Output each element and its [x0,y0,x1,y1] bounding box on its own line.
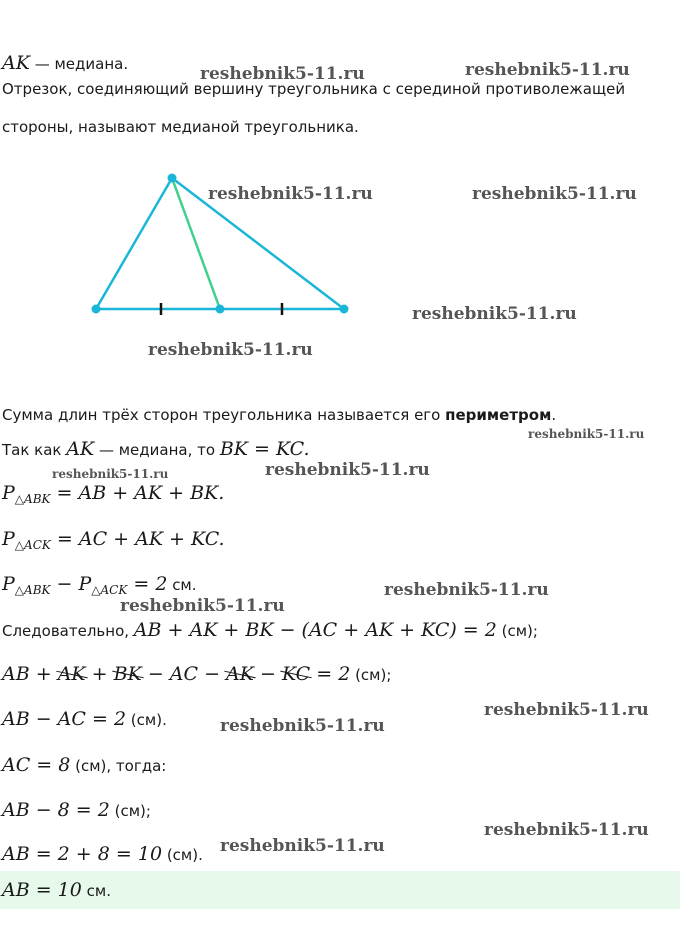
watermark: reshebnik5-11.ru [484,700,649,720]
since-mid-text: — медиана, то [94,441,220,459]
unit-label: (см), тогда: [70,757,167,775]
answer-line [2,879,111,901]
watermark: reshebnik5-11.ru [484,820,649,840]
watermark: reshebnik5-11.ru [265,460,430,480]
watermark: reshebnik5-11.ru [148,340,313,360]
perimeter-symbol: P [2,573,15,595]
plus-sign: + [85,663,114,685]
unit-label: (см); [109,802,151,820]
perimeter-period: . [551,406,557,424]
unit-label: (см); [496,622,538,640]
ab-sum-line [2,843,203,865]
since-text: Так как [2,441,67,459]
unit-label: см. [81,882,111,900]
watermark: reshebnik5-11.ru [472,184,637,204]
median-label: — медиана. [34,55,129,73]
equals-value: = 2 [127,573,168,595]
equation: AB − 8 = 2 [2,799,110,821]
perimeter-definition [2,406,556,424]
answer-equation: AB = 10 [2,879,82,901]
math-bk-kc: BK = KC. [219,438,310,460]
cancelled-term-ak: AK [57,663,86,685]
midpoint-k [216,305,225,314]
ab-minus-8-line [2,799,151,821]
perimeter-term: периметром [445,406,552,424]
watermark: reshebnik5-11.ru [200,64,365,84]
watermark: reshebnik5-11.ru [208,184,373,204]
definition-line-1: Отрезок, соединяющий вершину треугольника с серединой противолежащей [2,80,626,98]
therefore-text: Следовательно, [2,622,134,640]
math-ak: AK [66,438,95,460]
perimeter-subscript: △ABK [14,583,51,597]
equation: AB = 2 + 8 = 10 [2,843,163,865]
unit-label: (см). [162,846,203,864]
equation: AB − AC = 2 [2,708,127,730]
perimeter-symbol: P [78,573,92,595]
ab-minus-ac-line [2,708,167,730]
perimeter-difference [2,573,197,597]
watermark: reshebnik5-11.ru [52,467,169,481]
cancellation-line [2,663,391,685]
watermark: reshebnik5-11.ru [528,427,645,441]
perimeter-ack-formula [2,528,225,552]
watermark: reshebnik5-11.ru [120,596,285,616]
math-ak: AK [2,52,30,74]
watermark: reshebnik5-11.ru [220,716,385,736]
watermark: reshebnik5-11.ru [384,580,549,600]
perimeter-subscript: △ACK [14,538,51,552]
side-ab [96,178,172,309]
perimeter-symbol: P [2,482,15,504]
vertex-left [92,305,101,314]
unit-label: (см); [350,666,392,684]
minus-sign: − [253,663,282,685]
therefore-equation: AB + AK + BK − (AC + AK + KC) = 2 [133,619,497,641]
watermark: reshebnik5-11.ru [465,60,630,80]
since-line [2,438,310,460]
perimeter-subscript: △ABK [14,492,51,506]
unit-label: (см). [126,711,167,729]
perimeter-subscript: △ACK [91,583,128,597]
term-ab: AB + [2,663,58,685]
ac-value-line [2,754,166,776]
term-ac: − AC − [141,663,227,685]
perimeter-symbol: P [2,528,15,550]
median-statement [2,52,128,74]
cancelled-term-ak: AK [226,663,254,685]
perimeter-text: Сумма длин трёх сторон треугольника называется его [2,406,446,424]
vertex-top [168,174,177,183]
cancelled-term-bk: BK [113,663,142,685]
unit-label: см. [167,576,197,594]
watermark: reshebnik5-11.ru [412,304,577,324]
minus-sign: − [50,573,79,595]
formula-rhs: = AB + AK + BK. [50,482,225,504]
equals-value: = 2 [310,663,351,685]
definition-line-2: стороны, называют медианой треугольника. [2,118,359,136]
cancelled-term-kc: KC [281,663,311,685]
vertex-right [340,305,349,314]
therefore-line [2,619,538,641]
perimeter-abk-formula [2,482,224,506]
formula-rhs: = AC + AK + KC. [50,528,225,550]
equation: AC = 8 [2,754,71,776]
watermark: reshebnik5-11.ru [220,836,385,856]
